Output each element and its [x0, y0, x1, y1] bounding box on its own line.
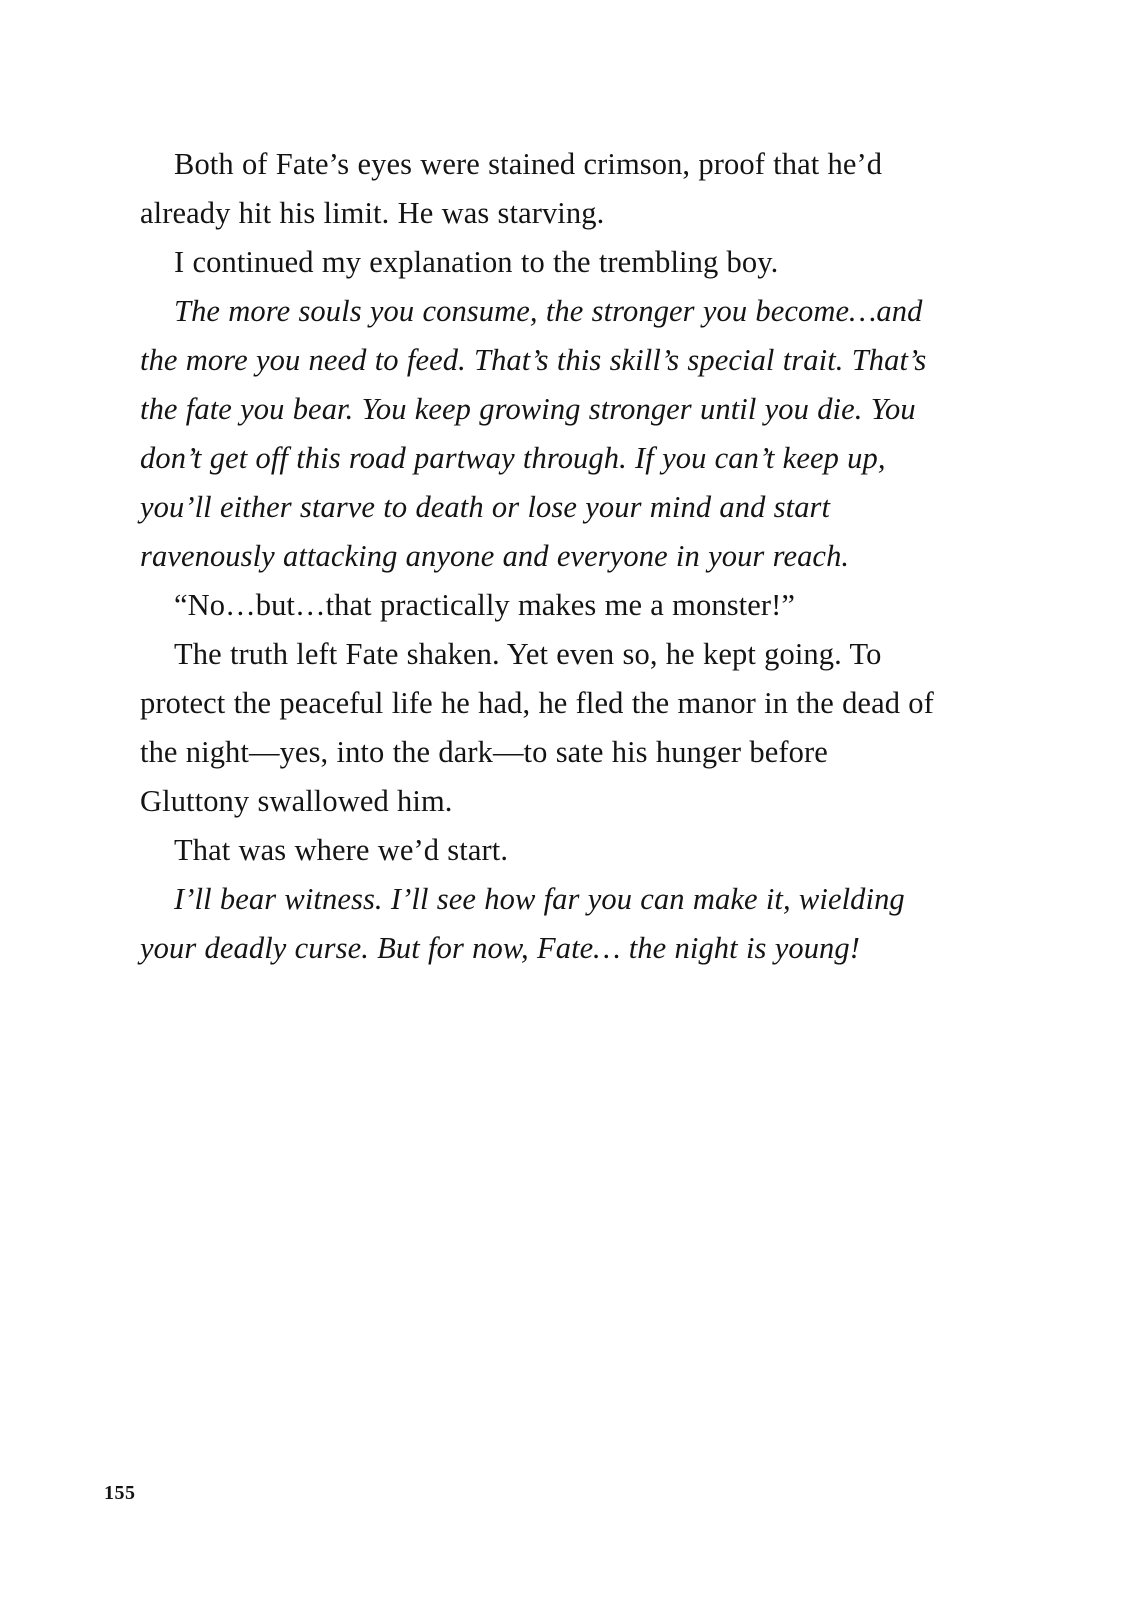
paragraph: Both of Fate’s eyes were stained crimson, proof that he’d already hit his limit. He was starving.	[140, 147, 883, 230]
paragraph: I continued my explanation to the trembling boy.	[174, 245, 779, 279]
page-number: 155	[104, 1482, 136, 1504]
paragraph: The truth left Fate shaken. Yet even so, he kept going. To protect the peaceful life he had, he fled the manor in the dead of the night—yes, into the dark—to sate his hunger before Gluttony swallowed him.	[140, 637, 934, 818]
body-text-column	[140, 140, 940, 973]
paragraph-italic: The more souls you consume, the stronger you become…and the more you need to feed. That’s this skill’s special trait. That’s the fate you bear. You keep growing stronger until you die. You don’t get off this road partway through. If you can’t keep up, you’ll either starve to death or lose your mind and start ravenously attacking anyone and everyone in your reach.	[140, 294, 927, 573]
paragraph-italic: I’ll bear witness. I’ll see how far you can make it, wielding your deadly curse. But for now, Fate… the night is young!	[140, 882, 905, 965]
paragraph: “No…but…that practically makes me a monster!”	[174, 588, 796, 622]
paragraph: That was where we’d start.	[174, 833, 509, 867]
